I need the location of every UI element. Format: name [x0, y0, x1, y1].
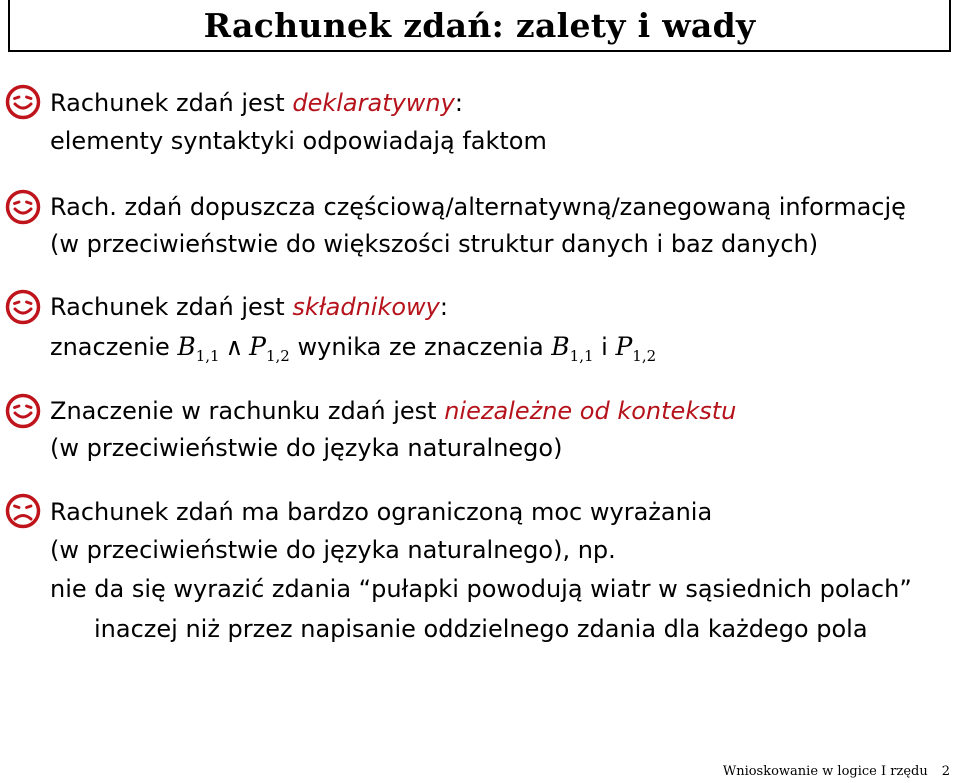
- page-number: 2: [941, 764, 950, 779]
- title-box: [8, 0, 951, 52]
- math-b11-second: $B_{1,1}$: [551, 332, 594, 365]
- item-5-line-4: inaczej niż przez napisanie oddzielnego zdania dla każdego pola: [94, 615, 868, 643]
- sad-face-icon: [5, 493, 41, 529]
- math-p12-second: $P_{1,2}$: [615, 332, 657, 365]
- item-5-line-2: (w przeciwieństwie do języka naturalnego), np.: [50, 536, 616, 564]
- smiley-face-icon: [5, 393, 41, 429]
- math-p12: $P_{1,2}$: [249, 332, 290, 365]
- item-2-line-1: Rach. zdań dopuszcza częściową/alternatywną/zanegowaną informację: [50, 193, 906, 221]
- item-4-line-1: Znaczenie w rachunku zdań jest niezależne od kontekstu: [50, 397, 737, 425]
- smiley-face-icon: [5, 84, 41, 120]
- item-2-line-2: (w przeciwieństwie do większości struktur danych i baz danych): [50, 230, 819, 258]
- item-3-line-1: Rachunek zdań jest składnikowy:: [50, 293, 448, 321]
- smiley-face-icon: [5, 289, 41, 325]
- item-4-line-2: (w przeciwieństwie do języka naturalnego): [50, 434, 563, 462]
- and-operator: ∧: [225, 333, 244, 361]
- item-1-line-1: Rachunek zdań jest deklaratywny:: [50, 89, 463, 117]
- footer: [723, 764, 950, 779]
- item-3-line-2: znaczenie $B_{1,1}$ ∧ $P_{1,2}$ wynika ze znaczenia $B_{1,1}$ i $P_{1,2}$: [50, 332, 657, 365]
- item-1-line-2: elementy syntaktyki odpowiadają faktom: [50, 127, 547, 155]
- footer-title: Wnioskowanie w logice I rzędu: [722, 764, 928, 779]
- item-5-line-1: Rachunek zdań ma bardzo ograniczoną moc wyrażania: [50, 498, 713, 526]
- math-b11: $B_{1,1}$: [177, 332, 220, 365]
- slide-title: Rachunek zdań: zalety i wady: [203, 5, 756, 45]
- item-5-line-3: nie da się wyrazić zdania “pułapki powodują wiatr w sąsiednich polach”: [50, 575, 912, 603]
- smiley-face-icon: [5, 189, 41, 225]
